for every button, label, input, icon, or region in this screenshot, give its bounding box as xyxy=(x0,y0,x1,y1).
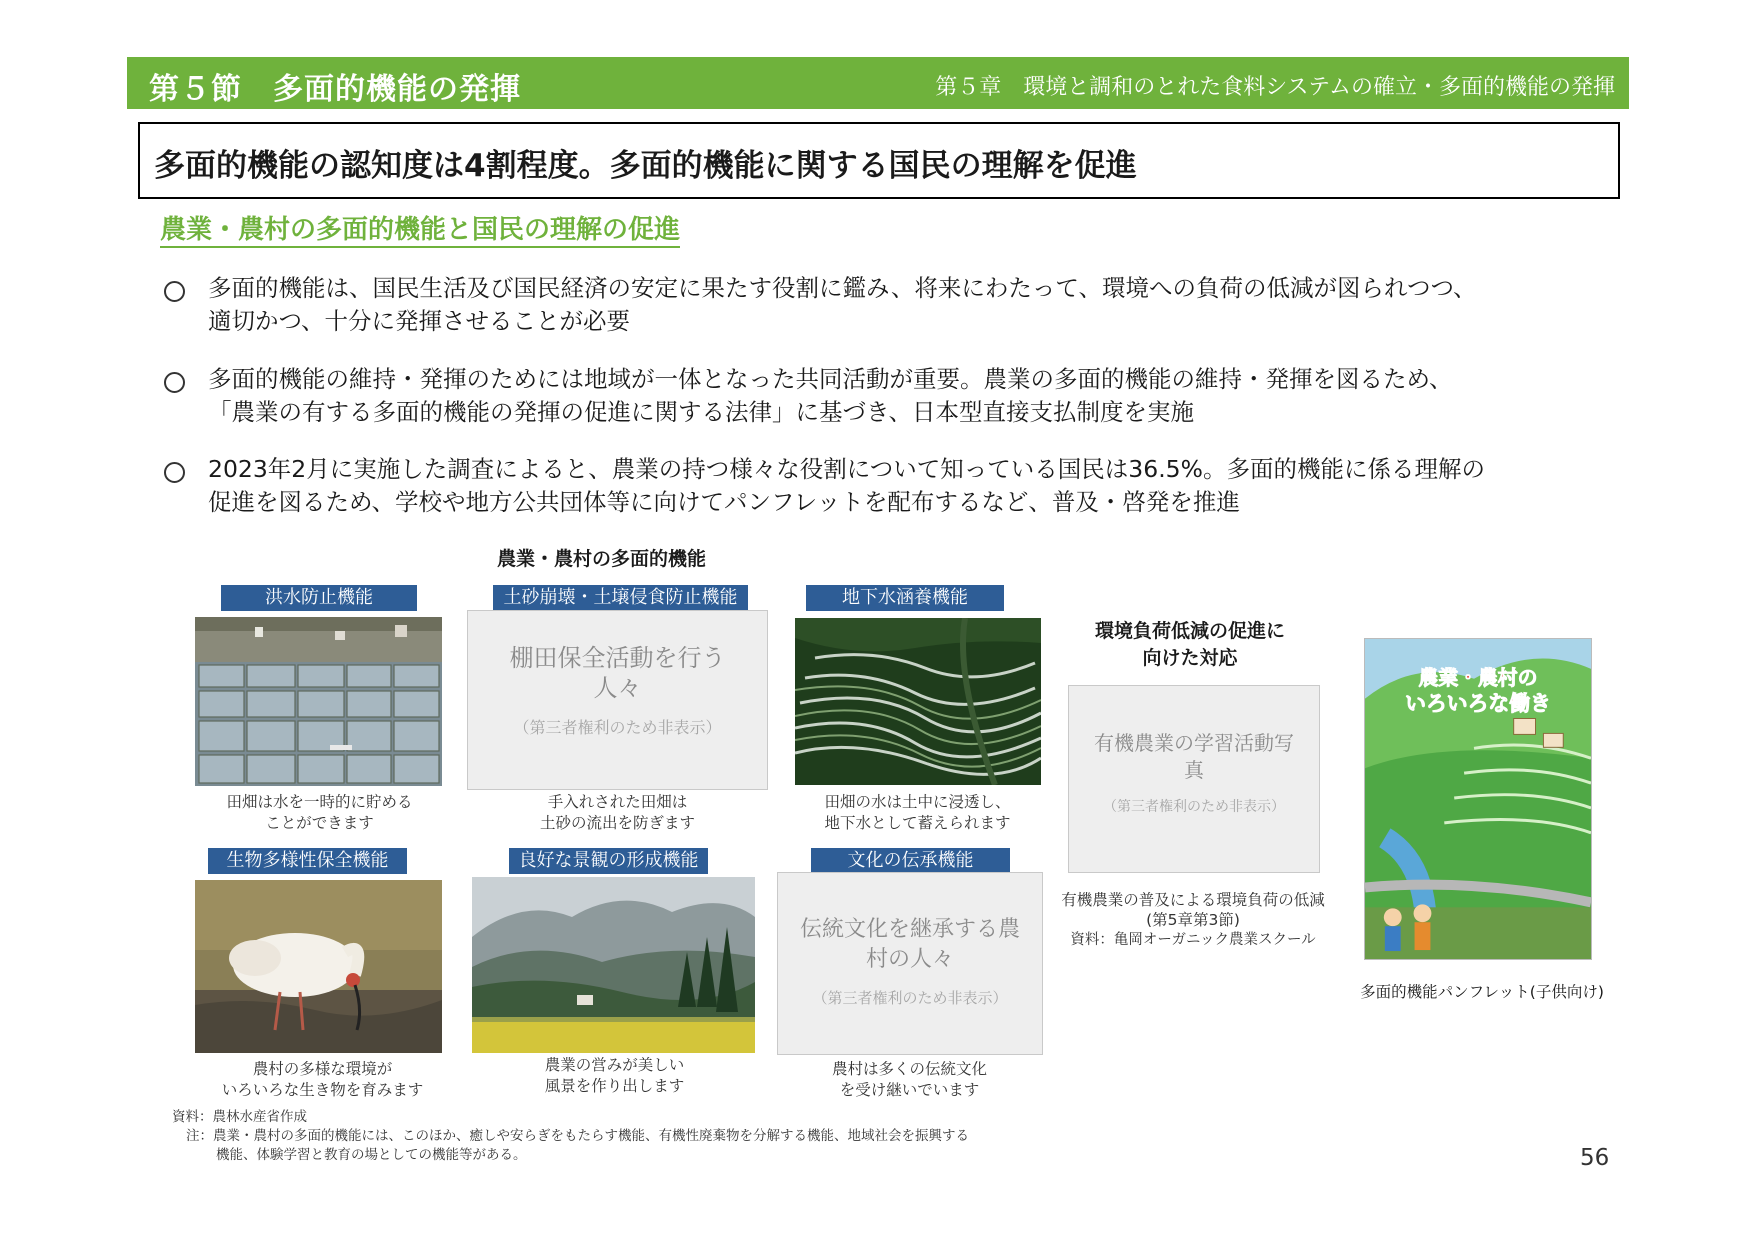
bullet-line: 適切かつ、十分に発揮させることが必要 xyxy=(208,307,631,335)
bullet-line: 多面的機能の維持・発揮のためには地域が一体となった共同活動が重要。農業の多面的機能の維持・発揮を図るため、 xyxy=(208,365,1453,393)
headline: 多面的機能の認知度は4割程度。多面的機能に関する国民の理解を促進 xyxy=(154,148,1137,184)
photo-placeholder-organic-learning xyxy=(1068,685,1320,873)
environment-caption: 有機農業の普及による環境負荷の低減 (第5章第3節) 資料：亀岡オーガニック農業スクール xyxy=(1061,891,1325,948)
photo-caption: 農村は多くの伝統文化 を受け継いでいます xyxy=(831,1060,987,1099)
photo-caption: 農業の営みが美しい 風景を作り出します xyxy=(544,1056,685,1095)
pamphlet-title-line2: いろいろな働き xyxy=(1405,691,1551,716)
page-number: 56 xyxy=(1580,1145,1610,1171)
placeholder-text: 有機農業の学習活動写真 xyxy=(1094,731,1294,782)
photo-caption: 田畑は水を一時的に貯める ことができます xyxy=(226,793,413,832)
pamphlet-cover-image xyxy=(1364,638,1592,960)
bullet-item xyxy=(162,453,1642,519)
photo-placeholder-terrace-activity xyxy=(467,610,768,790)
photo-caption: 手入れされた田畑は 土砂の流出を防ぎます xyxy=(539,793,695,832)
bullet-item xyxy=(162,363,1642,429)
environment-title: 環境負荷低減の促進に 向けた対応 xyxy=(1094,620,1285,669)
circle-bullet-icon xyxy=(162,363,188,396)
subheading: 農業・農村の多面的機能と国民の理解の促進 xyxy=(160,214,680,248)
crested-ibis-photo xyxy=(195,880,442,1053)
bullet-item xyxy=(162,272,1642,338)
function-label-groundwater: 地下水涵養機能 xyxy=(806,585,1004,611)
placeholder-text: 伝統文化を継承する農村の人々 xyxy=(800,917,1021,972)
placeholder-note: （第三者権利のため非表示） xyxy=(1103,799,1285,815)
photo-placeholder-culture xyxy=(777,872,1043,1055)
mountain-landscape-photo xyxy=(472,877,755,1053)
chapter-title: 第５章 環境と調和のとれた食料システムの確立・多面的機能の発揮 xyxy=(935,75,1615,100)
photo-caption: 農村の多様な環境が いろいろな生き物を育みます xyxy=(221,1060,424,1099)
placeholder-text: 棚田保全活動を行う人々 xyxy=(509,644,726,702)
placeholder-note: （第三者権利のため非表示） xyxy=(513,718,722,737)
circle-bullet-icon xyxy=(162,453,188,486)
figure-title: 農業・農村の多面的機能 xyxy=(497,548,707,570)
bullet-line: 促進を図るため、学校や地方公共団体等に向けてパンフレットを配布するなど、普及・啓発を推進 xyxy=(208,488,1240,516)
function-label-culture: 文化の伝承機能 xyxy=(811,848,1010,874)
terraced-rice-fields-photo xyxy=(795,618,1041,785)
placeholder-note: （第三者権利のため非表示） xyxy=(812,989,1008,1007)
circle-bullet-icon xyxy=(162,272,188,305)
bullet-line: 「農業の有する多面的機能の発揮の促進に関する法律」に基づき、日本型直接支払制度を実施 xyxy=(208,398,1195,426)
function-label-flood: 洪水防止機能 xyxy=(221,585,417,611)
source-notes: 資料：農林水産省作成 注：農業・農村の多面的機能には、このほか、癒しや安らぎをもたらす機能、有機性廃棄物を分解する機能、地域社会を振興する 機能、体験学習と教育の場としての機能等がある。 xyxy=(172,1109,969,1163)
flooded-rice-fields-photo xyxy=(195,617,442,786)
section-header-bar xyxy=(127,57,1629,109)
bullet-line: 2023年2月に実施した調査によると、農業の持つ様々な役割について知っている国民は36.5%。多面的機能に係る理解の xyxy=(208,455,1485,483)
section-title: 第５節 多面的機能の発揮 xyxy=(149,72,521,107)
function-label-landslide: 土砂崩壊・土壌侵食防止機能 xyxy=(493,585,748,611)
pamphlet-title-line1: 農業・農村の xyxy=(1418,666,1538,690)
headline-box xyxy=(138,122,1620,199)
pamphlet-label: 多面的機能パンフレット(子供向け) xyxy=(1360,983,1604,1001)
photo-caption: 田畑の水は土中に浸透し、 地下水として蓄えられます xyxy=(824,793,1011,832)
bullet-line: 多面的機能は、国民生活及び国民経済の安定に果たす役割に鑑み、将来にわたって、環境への負荷の低減が図られつつ、 xyxy=(208,274,1477,302)
function-label-landscape: 良好な景観の形成機能 xyxy=(509,848,708,874)
function-label-biodiversity: 生物多様性保全機能 xyxy=(208,848,407,874)
